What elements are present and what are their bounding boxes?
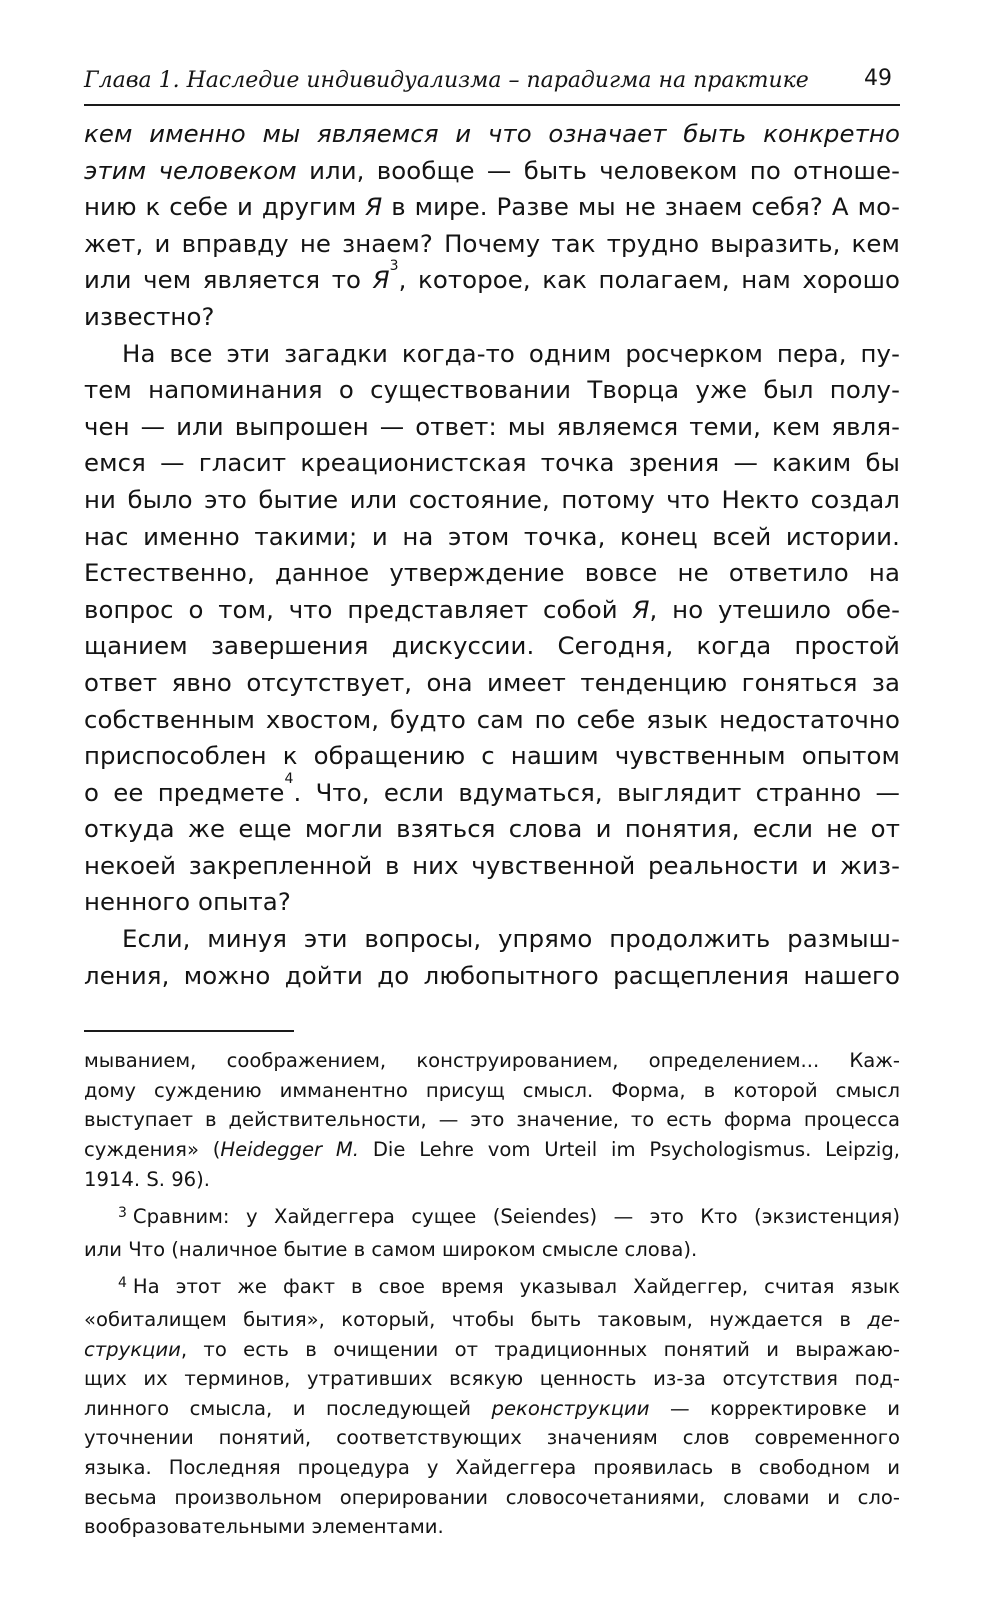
text-fragment: или чем является то bbox=[84, 265, 373, 295]
running-head bbox=[84, 60, 900, 106]
footnote-line: щих их терминов, утративших всякую ценность из-за отсутствия под- bbox=[84, 1367, 900, 1391]
footnote-line bbox=[84, 1335, 900, 1365]
text-line bbox=[84, 189, 900, 226]
italic-text: реконструкции bbox=[491, 1396, 650, 1420]
text-fragment: . Что, если вдуматься, выглядит странно — bbox=[293, 777, 900, 807]
text-fragment: в мире. Разве мы не знаем себя? А мо- bbox=[382, 192, 900, 222]
text-fragment: , то есть в очищении от традиционных понятий и выражаю- bbox=[180, 1337, 900, 1361]
text-line: ответ явно отсутствует, она имеет тенденцию гоняться за bbox=[84, 667, 900, 697]
footnote-line: весьма произвольном оперировании словосочетаниями, словами и сло- bbox=[84, 1485, 900, 1509]
text-fragment: «обиталищем бытия», который, чтобы быть таковым, нуждается в bbox=[84, 1308, 868, 1331]
footnote-ref[interactable]: 3 bbox=[389, 258, 399, 275]
text-line: Если, минуя эти вопросы, упрямо продолжить размыш- bbox=[122, 924, 900, 954]
footnote-ref[interactable]: 4 bbox=[284, 770, 294, 787]
footnote-line bbox=[84, 1272, 900, 1305]
text-line: ни было это бытие или состояние, потому что Некто создал bbox=[84, 484, 900, 514]
text-fragment: Die Lehre vom Urteil im Psychologismus. Leipzig, bbox=[359, 1138, 900, 1162]
text-line: емся — гласит креационистская точка зрения — каким бы bbox=[84, 448, 900, 478]
text-line: щанием завершения дискуссии. Сегодня, когда простой bbox=[84, 631, 900, 661]
text-fragment: , которое, как полагаем, нам хорошо bbox=[398, 265, 901, 295]
text-fragment: — корректировке и bbox=[649, 1396, 900, 1420]
footnote-4 bbox=[84, 1272, 900, 1541]
italic-text: Heidegger M. bbox=[220, 1138, 360, 1162]
footnote-3 bbox=[84, 1202, 900, 1264]
footnote-line: уточнении понятий, соответствующих значениям слов современного bbox=[84, 1426, 900, 1450]
text-fragment: о ее предмете bbox=[84, 777, 285, 807]
text-line bbox=[84, 153, 900, 190]
italic-text: Я bbox=[372, 265, 390, 295]
text-line: Естественно, данное утверждение вовсе не ответило на bbox=[84, 558, 900, 588]
text-line: чен — или выпрошен — ответ: мы являемся теми, кем явля- bbox=[84, 411, 900, 441]
footnote-number: 4 bbox=[118, 1275, 127, 1292]
text-fragment: нию к себе и другим bbox=[84, 192, 366, 222]
text-line: жет, и вправду не знаем? Почему так трудно выразить, кем bbox=[84, 228, 900, 258]
text-line bbox=[84, 770, 900, 812]
text-fragment: вопрос о том, что представляет собой bbox=[84, 594, 633, 624]
text-line: откуда же еще могли взяться слова и понятия, если не от bbox=[84, 814, 900, 844]
paragraph-1 bbox=[84, 116, 900, 336]
footnote-line bbox=[84, 1394, 900, 1424]
page-number: 49 bbox=[864, 66, 892, 91]
footnote-line: 1914. S. 96). bbox=[84, 1167, 211, 1191]
footnote-line bbox=[84, 1202, 900, 1235]
text-fragment: На этот же факт в свое время указывал Хайдеггер, считая язык bbox=[132, 1275, 900, 1299]
text-fragment: , но утешило обе- bbox=[649, 594, 901, 624]
text-line: некоей закрепленной в них чувственной реальности и жиз- bbox=[84, 850, 900, 880]
text-line: кем именно мы являемся и что означает быть конкретно bbox=[84, 119, 900, 148]
text-line bbox=[84, 258, 901, 299]
text-line: тем напоминания о существовании Творца уже был полу- bbox=[84, 375, 900, 405]
footnote-line: мыванием, соображением, конструированием, определением... Каж- bbox=[84, 1049, 900, 1073]
footnote-continuation bbox=[84, 1046, 900, 1194]
main-text bbox=[84, 116, 900, 994]
paragraph-2 bbox=[84, 336, 900, 922]
footnote-line: языка. Последняя процедура у Хайдеггера проявилась в свободном и bbox=[84, 1455, 900, 1479]
running-title: Глава 1. Наследие индивидуализма – парадигма на практике bbox=[84, 68, 809, 93]
italic-text: этим человеком bbox=[84, 155, 297, 185]
paragraph-3 bbox=[84, 921, 900, 994]
text-line: известно? bbox=[84, 301, 215, 331]
text-line: На все эти загадки когда-то одним росчерком пера, пу- bbox=[122, 338, 900, 368]
text-fragment: Сравним: у Хайдеггера сущее (Seiendes) — это Кто (экзистенция) bbox=[132, 1205, 900, 1229]
footnote-line: или Что (наличное бытие в самом широком смысле слова). bbox=[84, 1237, 698, 1261]
italic-text: Я bbox=[365, 192, 383, 222]
italic-text: де- bbox=[867, 1308, 900, 1331]
footnote-line bbox=[84, 1135, 900, 1165]
book-page bbox=[84, 60, 900, 1542]
text-line: ления, можно дойти до любопытного расщепления нашего bbox=[84, 960, 900, 990]
text-line: собственным хвостом, будто сам по себе язык недостаточно bbox=[84, 704, 900, 734]
footnote-line bbox=[84, 1305, 900, 1335]
footnotes bbox=[84, 1046, 900, 1542]
italic-text: струкции bbox=[84, 1337, 181, 1361]
text-fragment: суждения» ( bbox=[84, 1138, 221, 1162]
footnote-number: 3 bbox=[118, 1205, 127, 1222]
footnote-line: вообразовательными элементами. bbox=[84, 1515, 444, 1539]
footnote-line: выступает в действительности, — это значение, то есть форма процесса bbox=[84, 1108, 900, 1132]
text-line: нас именно такими; и на этом точка, конец всей истории. bbox=[84, 521, 900, 551]
text-fragment: линного смысла, и последующей bbox=[84, 1396, 492, 1420]
text-fragment: или, вообще — быть человеком по отноше- bbox=[296, 155, 900, 185]
text-line: ненного опыта? bbox=[84, 887, 291, 917]
footnote-divider bbox=[84, 1030, 294, 1032]
italic-text: Я bbox=[632, 594, 650, 624]
footnote-line: дому суждению имманентно присущ смысл. Форма, в которой смысл bbox=[84, 1078, 900, 1102]
text-line bbox=[84, 592, 900, 629]
text-line: приспособлен к обращению с нашим чувственным опытом bbox=[84, 741, 900, 771]
